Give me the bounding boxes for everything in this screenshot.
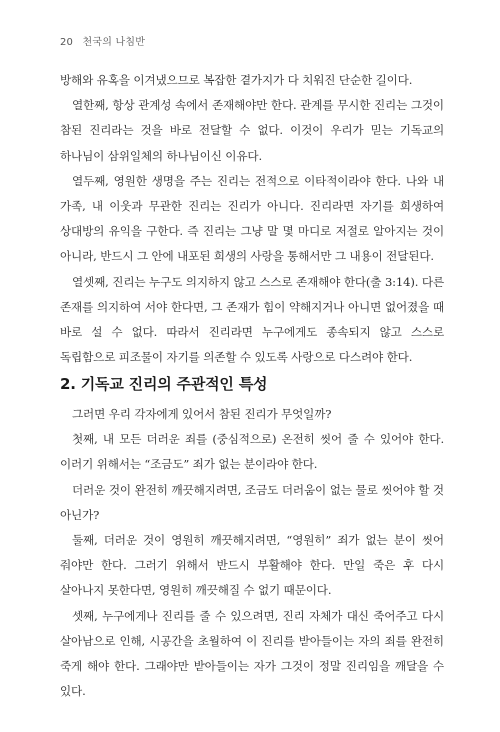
paragraph: 열셋째, 진리는 누구도 의지하지 않고 스스로 존재해야 한다(출 3:14). 다른 존재를 의지하여 서야 한다면, 그 존재가 힘이 약해지거나 아니면 없어졌을 때 바로 설 수 없다. 따라서 진리라면 누구에게도 종속되지 않고 스스로 독립함으로 피조물이 자기를 의존할 수 있도록 사랑으로 다스려야 한다. [60,274,444,365]
book-title: 천국의 나침반 [82,37,146,48]
body-text-section-2 [60,402,444,704]
running-header [60,33,145,48]
paragraph: 열한째, 항상 관계성 속에서 존재해야만 한다. 관계를 무시한 진리는 그것이 참된 진리라는 것을 바로 전달할 수 없다. 이것이 우리가 믿는 기독교의 하나님이 삼위일체의 하나님이신 이유다. [60,98,444,163]
paragraph: 둘째, 더러운 것이 영원히 깨끗해지려면, “영원히” 죄가 없는 분이 씻어 줘야만 한다. 그러기 위해서 반드시 부활해야 한다. 만일 죽은 후 다시 살아나지 못한다면, 영원히 깨끗해질 수 없기 때문이다. [60,533,444,598]
paragraph: 첫째, 내 모든 더러운 죄를 (중심적으로) 온전히 씻어 줄 수 있어야 한다. 이러기 위해서는 “조금도” 죄가 없는 분이라야 한다. [60,432,444,472]
paragraph: 방해와 유혹을 이겨냈으므로 복잡한 곁가지가 다 치워진 단순한 길이다. [60,73,413,87]
paragraph: 셋째, 누구에게나 진리를 줄 수 있으려면, 진리 자체가 대신 죽어주고 다시 살아남으로 인해, 시공간을 초월하여 이 진리를 받아들이는 자의 죄를 완전히 죽게 해야 한다. 그래야만 받아들이는 자가 그것이 정말 진리임을 깨달을 수 있다. [60,608,444,699]
paragraph: 그러면 우리 각자에게 있어서 참된 진리가 무엇일까? [72,407,332,421]
paragraph: 열두째, 영원한 생명을 주는 진리는 전적으로 이타적이라야 한다. 나와 내 가족, 내 이웃과 무관한 진리는 진리가 아니다. 진리라면 자기를 희생하여 상대방의 유익을 구한다. 즉 진리는 그냥 말 몇 마디로 저절로 알아지는 것이 아니라, 반드시 그 안에 내포된 희생의 사랑을 통해서만 그 내용이 전달된다. [60,173,444,264]
page-number: 20 [60,37,74,48]
paragraph: 더러운 것이 완전히 깨끗해지려면, 조금도 더러움이 없는 물로 씻어야 할 것 아닌가? [60,482,444,522]
body-text-section-1 [60,68,444,370]
section-heading: 2. 기독교 진리의 주관적인 특성 [60,375,268,393]
